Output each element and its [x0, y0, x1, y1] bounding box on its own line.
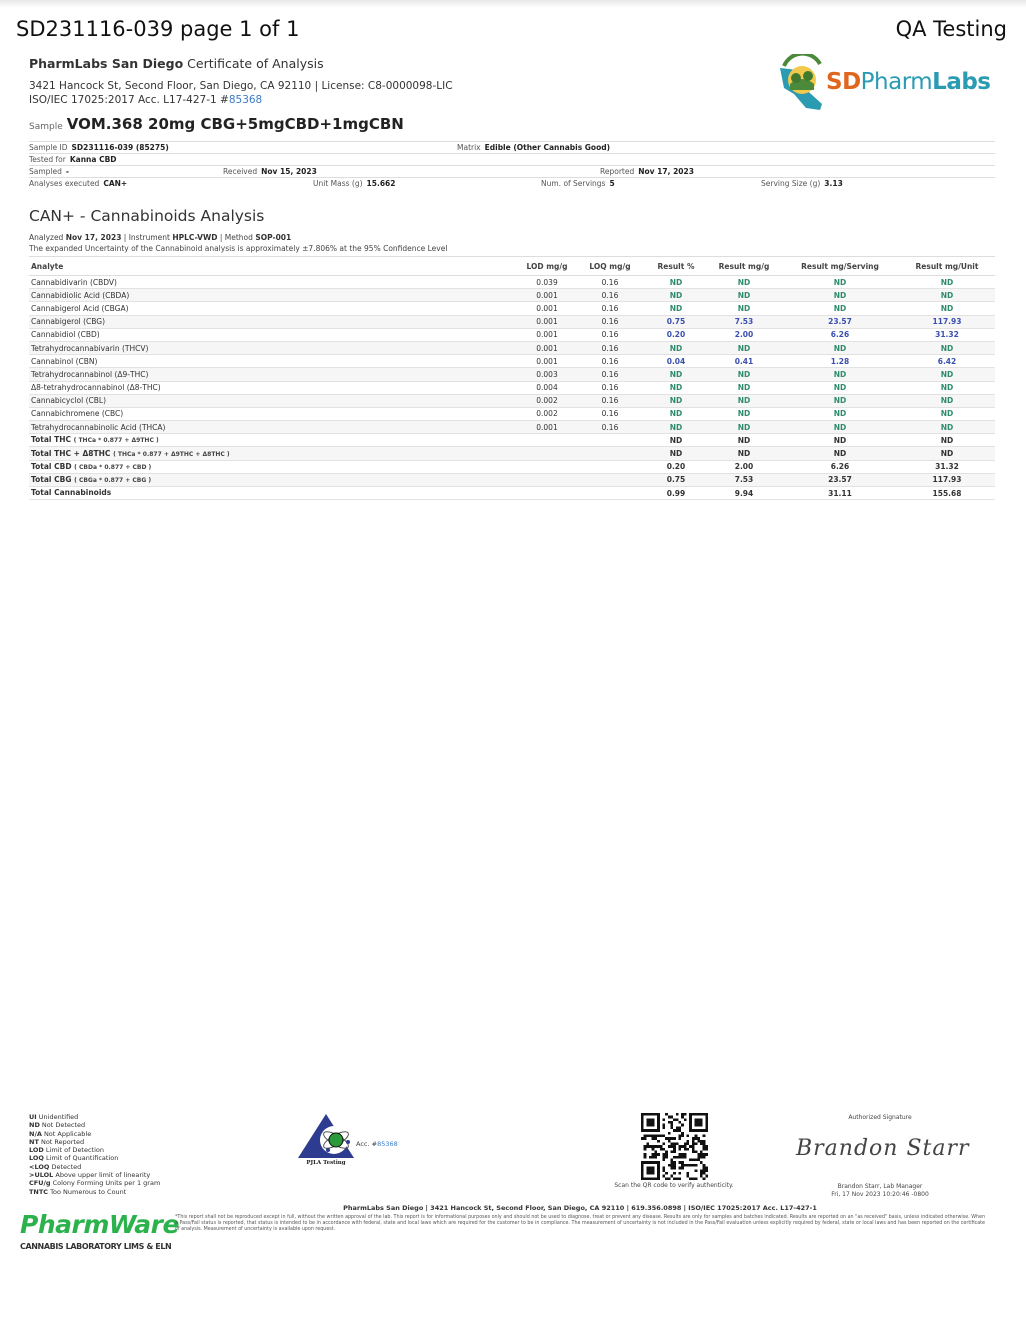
- cell-unit: ND: [899, 434, 995, 447]
- instrument-label: Instrument: [128, 233, 170, 242]
- logo-pharm: Pharm: [860, 69, 933, 95]
- cell-mgg: ND: [707, 368, 781, 381]
- table-row: [29, 315, 995, 328]
- cell-serv: ND: [781, 302, 899, 315]
- cell-lod: 0.001: [519, 421, 575, 434]
- abbreviation-legend: [29, 1113, 160, 1196]
- received-field: [223, 167, 317, 176]
- cell-analyte: Cannabinol (CBN): [29, 355, 519, 368]
- legend-text: Colony Forming Units per 1 gram: [52, 1179, 161, 1188]
- analysis-details: Analyzed Nov 17, 2023 | Instrument HPLC-VWD | Method SOP-001: [29, 233, 292, 242]
- cell-mgg: 7.53: [707, 315, 781, 328]
- cell-empty: [519, 487, 575, 500]
- legend-abbr: LOD: [29, 1146, 44, 1155]
- table-row: [29, 421, 995, 434]
- legend-abbr: UI: [29, 1113, 37, 1121]
- received-label: Received: [223, 167, 258, 176]
- legend-item: [29, 1154, 160, 1162]
- cell-mgg: 9.94: [707, 487, 781, 500]
- legend-text: Unidentified: [38, 1113, 79, 1121]
- cell-pct: ND: [645, 434, 707, 447]
- cell-mgg: ND: [707, 341, 781, 354]
- cell-unit: ND: [899, 341, 995, 354]
- tested-for-label: Tested for: [29, 155, 66, 164]
- cell-lod: 0.001: [519, 315, 575, 328]
- cell-unit: 6.42: [899, 355, 995, 368]
- cell-serv: 23.57: [781, 473, 899, 486]
- tested-for: Kanna CBD: [69, 155, 117, 164]
- pjla-logo-icon: [296, 1112, 356, 1162]
- california-map-icon: [776, 54, 832, 112]
- cell-pct: 0.75: [645, 473, 707, 486]
- sample-label: Sample: [29, 122, 63, 132]
- cell-analyte: Cannabigerol Acid (CBGA): [29, 302, 519, 315]
- table-row: [29, 289, 995, 302]
- cell-mgg: 7.53: [707, 473, 781, 486]
- cell-lod: 0.039: [519, 276, 575, 289]
- cell-loq: 0.16: [575, 328, 645, 341]
- reported-label: Reported: [600, 167, 635, 176]
- unit-mass: 15.662: [366, 179, 396, 188]
- num-servings: 5: [609, 179, 615, 188]
- legend-item: [29, 1138, 160, 1146]
- cell-analyte: [29, 447, 519, 460]
- cell-serv: ND: [781, 381, 899, 394]
- logo-wordmark: [826, 68, 991, 96]
- lab-address: [29, 79, 453, 107]
- cell-pct: ND: [645, 407, 707, 420]
- cell-mgg: ND: [707, 276, 781, 289]
- cell-empty: [575, 447, 645, 460]
- cell-serv: ND: [781, 276, 899, 289]
- pharmware-logo: [20, 1210, 179, 1258]
- total-label: Total THC + Δ8THC: [31, 448, 111, 458]
- iso-line: [29, 93, 453, 107]
- unit-mass-label: Unit Mass (g): [313, 179, 363, 188]
- cell-lod: 0.001: [519, 289, 575, 302]
- cell-empty: [519, 460, 575, 473]
- legend-text: Detected: [51, 1162, 82, 1171]
- cell-loq: 0.16: [575, 421, 645, 434]
- cell-pct: 0.20: [645, 460, 707, 473]
- legend-abbr: CFU/g: [29, 1179, 51, 1188]
- matrix-field: [457, 143, 610, 152]
- matrix: Edible (Other Cannabis Good): [484, 143, 611, 152]
- analyses-executed: CAN+: [103, 179, 128, 188]
- analyses-field: [29, 179, 127, 188]
- cell-serv: ND: [781, 289, 899, 302]
- doc-type: Certificate of Analysis: [187, 56, 324, 71]
- disclaimer: *This report shall not be reproduced except in full, without the written approval of the lab. This report is for informational purposes only and should not be used to diagnose, treat or prevent any disease. Results are only for samples and batches indicated. Results are reported on an "as received" basis, unless indicated otherwise. When a Pass/Fail status is reported, that status is intended to be in accordance with federal, state and local laws which are required for the customer to be in compliance. The measurement of uncertainty is not included in the Pass/Fail evaluation unless explicitly required by federal, state or local laws and has been reported on the certificate of analysis. Measurement of uncertainty is available upon request.: [175, 1215, 985, 1233]
- legend-item: [29, 1113, 160, 1121]
- info-row: [29, 177, 995, 189]
- cell-unit: ND: [899, 421, 995, 434]
- cell-pct: ND: [645, 421, 707, 434]
- signed-timestamp: Fri, 17 Nov 2023 10:20:46 -0800: [831, 1191, 929, 1198]
- analyzed-label: Analyzed: [29, 233, 64, 242]
- cell-serv: ND: [781, 421, 899, 434]
- sampled-label: Sampled: [29, 167, 62, 176]
- accreditation-link[interactable]: 85368: [228, 94, 263, 106]
- cell-mgg: 0.41: [707, 355, 781, 368]
- verification-qr-code[interactable]: [641, 1113, 708, 1180]
- legend-text: Limit of Detection: [45, 1146, 105, 1155]
- cell-serv: ND: [781, 447, 899, 460]
- cell-lod: 0.001: [519, 341, 575, 354]
- cell-analyte: Cannabidivarin (CBDV): [29, 276, 519, 289]
- cell-analyte: Cannabicyclol (CBL): [29, 394, 519, 407]
- legend-abbr: <LOQ: [29, 1162, 50, 1171]
- cell-lod: 0.003: [519, 368, 575, 381]
- legend-text: Not Reported: [40, 1137, 85, 1146]
- sdpharmlabs-logo: [776, 54, 996, 112]
- legend-text: Above upper limit of linearity: [55, 1171, 151, 1180]
- table-row: [29, 381, 995, 394]
- cell-pct: ND: [645, 276, 707, 289]
- cell-pct: ND: [645, 341, 707, 354]
- total-row: [29, 447, 995, 460]
- cell-unit: ND: [899, 276, 995, 289]
- info-row: [29, 165, 995, 177]
- cell-analyte: Cannabigerol (CBG): [29, 315, 519, 328]
- legend-abbr: LOQ: [29, 1154, 44, 1163]
- cell-unit: 155.68: [899, 487, 995, 500]
- cell-unit: ND: [899, 289, 995, 302]
- cell-empty: [575, 473, 645, 486]
- cell-unit: ND: [899, 302, 995, 315]
- cell-serv: ND: [781, 394, 899, 407]
- cell-empty: [575, 460, 645, 473]
- legend-item: [29, 1146, 160, 1154]
- cell-lod: 0.002: [519, 407, 575, 420]
- total-row: [29, 460, 995, 473]
- received-date: Nov 15, 2023: [261, 167, 317, 176]
- cell-unit: 31.32: [899, 328, 995, 341]
- cell-lod: 0.001: [519, 355, 575, 368]
- reported-date: Nov 17, 2023: [638, 167, 694, 176]
- footer-address: PharmLabs San Diego | 3421 Hancock St, Second Floor, San Diego, CA 92110 | 619.356.0898 | ISO/IEC 17025:2017 Acc. L17-427-1: [343, 1204, 817, 1212]
- method: SOP-001: [255, 233, 292, 242]
- pjla-acc-label: Acc. #: [356, 1140, 378, 1148]
- signer-name: Brandon Starr, Lab Manager: [837, 1183, 923, 1190]
- sampled-field: [29, 167, 69, 176]
- legend-abbr: ND: [29, 1121, 40, 1130]
- cell-loq: 0.16: [575, 289, 645, 302]
- cell-mgg: ND: [707, 421, 781, 434]
- cell-empty: [519, 434, 575, 447]
- cell-lod: 0.001: [519, 328, 575, 341]
- cell-loq: 0.16: [575, 368, 645, 381]
- column-header: Result mg/g: [707, 257, 781, 276]
- serving-size-label: Serving Size (g): [761, 179, 821, 188]
- cell-serv: ND: [781, 341, 899, 354]
- cell-mgg: 2.00: [707, 460, 781, 473]
- instrument: HPLC-VWD: [172, 233, 218, 242]
- cell-mgg: ND: [707, 302, 781, 315]
- legend-abbr: N/A: [29, 1129, 42, 1138]
- lab-name: PharmLabs San Diego: [29, 56, 184, 71]
- cell-unit: ND: [899, 407, 995, 420]
- info-row: [29, 153, 995, 165]
- sample-id-label: Sample ID: [29, 143, 68, 152]
- tested-for-field: [29, 155, 117, 164]
- iso-text: ISO/IEC 17025:2017 Acc. L17-427-1 #: [29, 94, 229, 106]
- cell-serv: 6.26: [781, 328, 899, 341]
- cell-pct: 0.75: [645, 315, 707, 328]
- cell-analyte: [29, 473, 519, 486]
- cell-loq: 0.16: [575, 407, 645, 420]
- cell-unit: 31.32: [899, 460, 995, 473]
- cell-analyte: Cannabidiolic Acid (CBDA): [29, 289, 519, 302]
- reported-field: [600, 167, 694, 176]
- cell-serv: 1.28: [781, 355, 899, 368]
- cell-analyte: [29, 487, 519, 500]
- column-header: Result mg/Serving: [781, 257, 899, 276]
- matrix-label: Matrix: [457, 143, 481, 152]
- cell-lod: 0.001: [519, 302, 575, 315]
- cell-serv: 23.57: [781, 315, 899, 328]
- sample-name: VOM.368 20mg CBG+5mgCBD+1mgCBN: [66, 115, 404, 133]
- cell-analyte: Tetrahydrocannabinolic Acid (THCA): [29, 421, 519, 434]
- total-label: Total CBG: [31, 474, 72, 484]
- cell-analyte: Tetrahydrocannabinol (Δ9-THC): [29, 368, 519, 381]
- handwritten-signature: Brandon Starr: [796, 1136, 970, 1161]
- cell-lod: 0.004: [519, 381, 575, 394]
- table-row: [29, 394, 995, 407]
- legend-item: [29, 1171, 160, 1179]
- legend-text: Too Numerous to Count: [50, 1187, 127, 1196]
- pharmware-wordmark: PharmWare: [20, 1210, 179, 1239]
- cell-pct: ND: [645, 302, 707, 315]
- table-row: [29, 355, 995, 368]
- servings-field: [541, 179, 615, 188]
- cell-analyte: Cannabidiol (CBD): [29, 328, 519, 341]
- sample-id: SD231116-039 (85275): [71, 143, 169, 152]
- total-row: [29, 434, 995, 447]
- legend-text: Not Detected: [41, 1121, 86, 1130]
- cell-unit: ND: [899, 368, 995, 381]
- cell-empty: [519, 447, 575, 460]
- total-label: Total THC: [31, 435, 71, 445]
- cell-unit: ND: [899, 447, 995, 460]
- cell-serv: 31.11: [781, 487, 899, 500]
- cell-mgg: ND: [707, 289, 781, 302]
- legend-item: [29, 1179, 160, 1187]
- cell-unit: ND: [899, 394, 995, 407]
- analysis-title: CAN+ - Cannabinoids Analysis: [29, 207, 265, 225]
- servings-label: Num. of Servings: [541, 179, 606, 188]
- cell-pct: ND: [645, 368, 707, 381]
- table-row: [29, 341, 995, 354]
- cell-pct: 0.99: [645, 487, 707, 500]
- legend-text: Not Applicable: [43, 1129, 92, 1138]
- analyses-label: Analyses executed: [29, 179, 100, 188]
- cell-loq: 0.16: [575, 302, 645, 315]
- method-label: Method: [224, 233, 253, 242]
- cell-loq: 0.16: [575, 355, 645, 368]
- table-row: [29, 328, 995, 341]
- total-formula: ( THCa * 0.877 + Δ9THC ): [73, 437, 159, 445]
- cell-mgg: ND: [707, 447, 781, 460]
- cell-pct: ND: [645, 381, 707, 394]
- pjla-accreditation: [356, 1140, 398, 1148]
- cell-loq: 0.16: [575, 315, 645, 328]
- cell-mgg: ND: [707, 434, 781, 447]
- table-body: [29, 276, 995, 500]
- results-table: [29, 256, 995, 500]
- column-header: LOQ mg/g: [575, 257, 645, 276]
- cell-serv: ND: [781, 407, 899, 420]
- total-row: [29, 487, 995, 500]
- table-row: [29, 368, 995, 381]
- pjla-acc-link[interactable]: 85368: [377, 1140, 398, 1148]
- uncertainty-note: The expanded Uncertainty of the Cannabinoid analysis is approximately ±7.806% at the 95% Confidence Level: [29, 243, 448, 253]
- legend-abbr: NT: [29, 1137, 39, 1146]
- cell-unit: ND: [899, 381, 995, 394]
- column-header: Analyte: [29, 257, 519, 276]
- legend-item: [29, 1163, 160, 1171]
- sample-id-field: [29, 143, 169, 152]
- cell-pct: 0.04: [645, 355, 707, 368]
- total-formula: ( CBDa * 0.877 + CBD ): [74, 463, 152, 471]
- table-row: [29, 302, 995, 315]
- total-formula: ( CBGa * 0.877 + CBG ): [74, 476, 152, 484]
- legend-abbr: TNTC: [29, 1187, 49, 1196]
- signer-info: [820, 1183, 940, 1199]
- column-header: Result %: [645, 257, 707, 276]
- analysis-meta: [29, 233, 447, 254]
- legend-text: Limit of Quantification: [46, 1154, 119, 1163]
- cell-mgg: ND: [707, 407, 781, 420]
- cell-pct: ND: [645, 394, 707, 407]
- sampled: -: [65, 167, 70, 176]
- cell-pct: 0.20: [645, 328, 707, 341]
- address-line: 3421 Hancock St, Second Floor, San Diego, CA 92110 | License: C8-0000098-LIC: [29, 80, 453, 92]
- logo-sd: SD: [826, 69, 861, 95]
- total-row: [29, 473, 995, 486]
- legend-item: [29, 1121, 160, 1129]
- info-row: [29, 141, 995, 153]
- cell-empty: [575, 434, 645, 447]
- cell-mgg: 2.00: [707, 328, 781, 341]
- total-label: Total Cannabinoids: [31, 488, 112, 498]
- cell-analyte: [29, 460, 519, 473]
- cell-analyte: [29, 434, 519, 447]
- qa-testing-label: QA Testing: [895, 17, 1007, 41]
- column-header: Result mg/Unit: [899, 257, 995, 276]
- pjla-badge: [296, 1112, 416, 1177]
- signature-label: Authorized Signature: [848, 1114, 912, 1121]
- cell-pct: ND: [645, 289, 707, 302]
- total-formula: ( THCa * 0.877 + Δ9THC + Δ8THC ): [113, 450, 230, 458]
- serving-size-field: [761, 179, 843, 188]
- column-header: LOD mg/g: [519, 257, 575, 276]
- sample-info: [29, 141, 995, 189]
- cell-mgg: ND: [707, 381, 781, 394]
- cell-pct: ND: [645, 447, 707, 460]
- sample-heading: [29, 115, 404, 137]
- cell-serv: 6.26: [781, 460, 899, 473]
- pharmware-tagline: CANNABIS LABORATORY LIMS & ELN: [20, 1242, 172, 1251]
- cell-empty: [575, 487, 645, 500]
- cell-analyte: Tetrahydrocannabivarin (THCV): [29, 341, 519, 354]
- cell-analyte: Cannabichromene (CBC): [29, 407, 519, 420]
- cell-unit: 117.93: [899, 315, 995, 328]
- cell-lod: 0.002: [519, 394, 575, 407]
- pjla-caption: PJLA Testing: [306, 1160, 346, 1166]
- cell-loq: 0.16: [575, 341, 645, 354]
- logo-labs: Labs: [932, 69, 991, 95]
- total-label: Total CBD: [31, 461, 72, 471]
- cell-empty: [519, 473, 575, 486]
- table-row: [29, 407, 995, 420]
- legend-abbr: >ULOL: [29, 1171, 54, 1180]
- qr-caption: Scan the QR code to verify authenticity.: [614, 1182, 734, 1189]
- document-title: SD231116-039 page 1 of 1: [16, 17, 300, 41]
- cell-loq: 0.16: [575, 276, 645, 289]
- lab-heading: [29, 56, 324, 72]
- cell-serv: ND: [781, 368, 899, 381]
- table-header: [29, 257, 995, 276]
- serving-size: 3.13: [824, 179, 843, 188]
- table-row: [29, 276, 995, 289]
- cell-mgg: ND: [707, 394, 781, 407]
- cell-unit: 117.93: [899, 473, 995, 486]
- legend-item: [29, 1130, 160, 1138]
- cell-serv: ND: [781, 434, 899, 447]
- cell-loq: 0.16: [575, 394, 645, 407]
- unit-mass-field: [313, 179, 395, 188]
- cell-loq: 0.16: [575, 381, 645, 394]
- top-shade: [0, 0, 1026, 8]
- cell-analyte: Δ8-tetrahydrocannabinol (Δ8-THC): [29, 381, 519, 394]
- legend-item: [29, 1188, 160, 1196]
- analyzed-date: Nov 17, 2023: [65, 233, 122, 242]
